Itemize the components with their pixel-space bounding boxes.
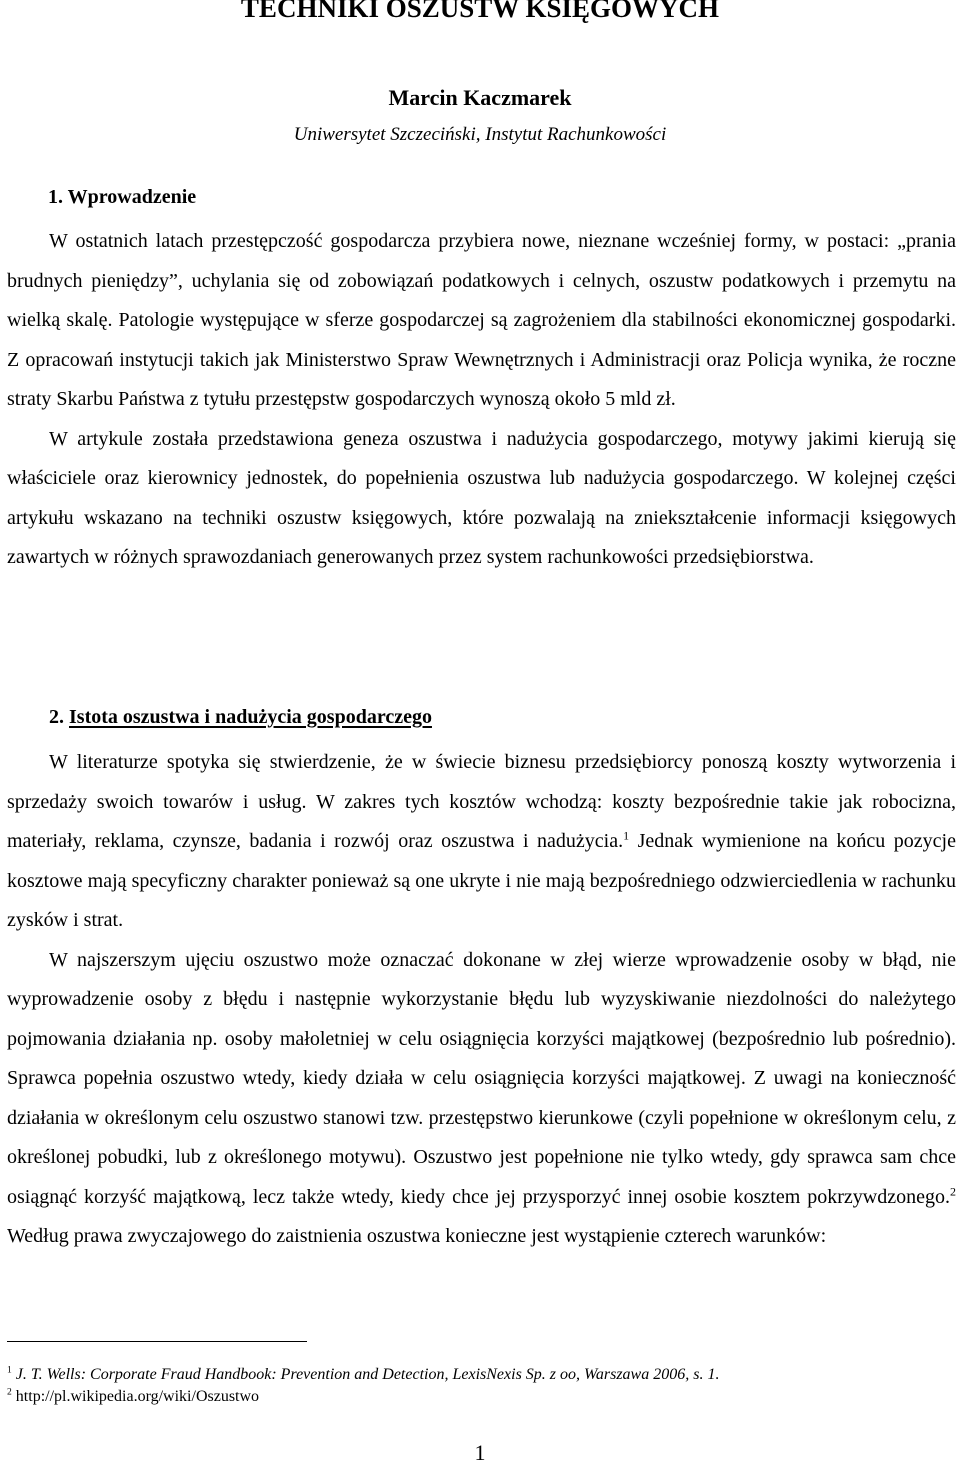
section-2-heading-text: Istota oszustwa i nadużycia gospodarczego [69,706,432,728]
section-2-heading [49,703,432,731]
section-1-heading: 1. Wprowadzenie [48,186,197,208]
section-2-body [7,743,956,1257]
section-2-paragraph-2 [7,941,956,1257]
footnote-1-number: 1 [7,1364,12,1376]
section-1-paragraph-2: W artykule została przedstawiona geneza oszustwa i nadużycia gospodarczego, motywy jakimi kierują się właściciele oraz kierownicy jednostek, do popełnienia oszustwa lub nadużycia gospodarczego. W kolejnej części artykułu wskazano na techniki oszustw księgowych, które pozwalają na zniekształcenie informacji księgowych zawartych w różnych sprawozdaniach generowanych przez system rachunkowości przedsiębiorstwa. [7,427,956,568]
section-2-paragraph-2-text-after: Według prawa zwyczajowego do zaistnienia oszustwa konieczne jest wystąpienie czterech warunków: [7,1225,827,1247]
footnote-2-number: 2 [7,1386,12,1398]
author-name: Marcin Kaczmarek [388,85,572,110]
footnote-ref-2[interactable]: 2 [950,1183,956,1198]
section-2-heading-number: 2. [49,706,64,728]
footnote-ref-1[interactable]: 1 [623,828,630,843]
footnote-separator [7,1341,307,1342]
section-2-paragraph-1-text: W literaturze spotyka się stwierdzenie, że w świecie biznesu przedsiębiorcy ponoszą koszty wytworzenia i sprzedaży swoich towarów i usług. W zakres tych kosztów wchodzą: koszty bezpośrednie takie jak robocizna, materiały, reklama, czynsze, badania i rozwój oraz oszustwa i nadużycia. [7,751,956,852]
footnote-1-text: J. T. Wells: Corporate Fraud Handbook: Prevention and Detection, LexisNexis Sp. z oo, Warszawa 2006, s. 1. [15,1366,720,1383]
section-2-paragraph-1-text-after: Jednak wymienione na końcu pozycje kosztowe mają specyficzny charakter ponieważ są one ukryte i nie mają bezpośredniego odzwierciedlenia w rachunku zysków i strat. [7,830,956,931]
footnote-1 [7,1364,937,1386]
page-number: 1 [474,1440,486,1465]
footnote-2 [7,1386,937,1408]
section-2-paragraph-2-text: W najszerszym ujęciu oszustwo może oznaczać dokonane w złej wierze wprowadzenie osoby w błąd, nie wyprowadzenie osoby z błędu i następnie wykorzystanie błędu lub wyzyskiwanie niezdolności do należytego pojmowania działania np. osoby małoletniej w celu osiągnięcia korzyści majątkowej (bezpośrednio lub pośrednio). Sprawca popełnia oszustwo wtedy, kiedy działa w celu osiągnięcia korzyści majątkowej. Z uwagi na konieczność działania w określonym celu oszustwo stanowi tzw. przestępstwo kierunkowe (czyli popełnione w określonym celu, z określonej pobudki, lub z określonego motywu). Oszustwo jest popełnione nie tylko wtedy, gdy sprawca sam chce osiągnąć korzyść majątkową, lecz także wtedy, kiedy chce jej przysporzyć innej osobie kosztem pokrzywdzonego. [7,948,956,1208]
document-title: TECHNIKI OSZUSTW KSIĘGOWYCH [240,0,720,23]
section-1-body [7,222,956,578]
footnote-2-text[interactable]: http://pl.wikipedia.org/wiki/Oszustwo [15,1388,260,1405]
section-1-paragraph-1: W ostatnich latach przestępczość gospodarcza przybiera nowe, nieznane wcześniej formy, w postaci: „prania brudnych pieniędzy”, uchylania się od zobowiązań podatkowych i celnych, oszustw podatkowych i przemytu na wielką skalę. Patologie występujące w sferze gospodarczej są zagrożeniem dla stabilności ekonomicznej gospodarki. Z opracowań instytucji takich jak Ministerstwo Spraw Wewnętrznych i Administracji oraz Policja wynika, że roczne straty Skarbu Państwa z tytułu przestępstw gospodarczych wynoszą około 5 mld zł. [7,230,956,410]
author-affiliation: Uniwersytet Szczeciński, Instytut Rachunkowości [293,124,667,145]
footnotes [7,1364,937,1408]
section-2-paragraph-1 [7,743,956,941]
